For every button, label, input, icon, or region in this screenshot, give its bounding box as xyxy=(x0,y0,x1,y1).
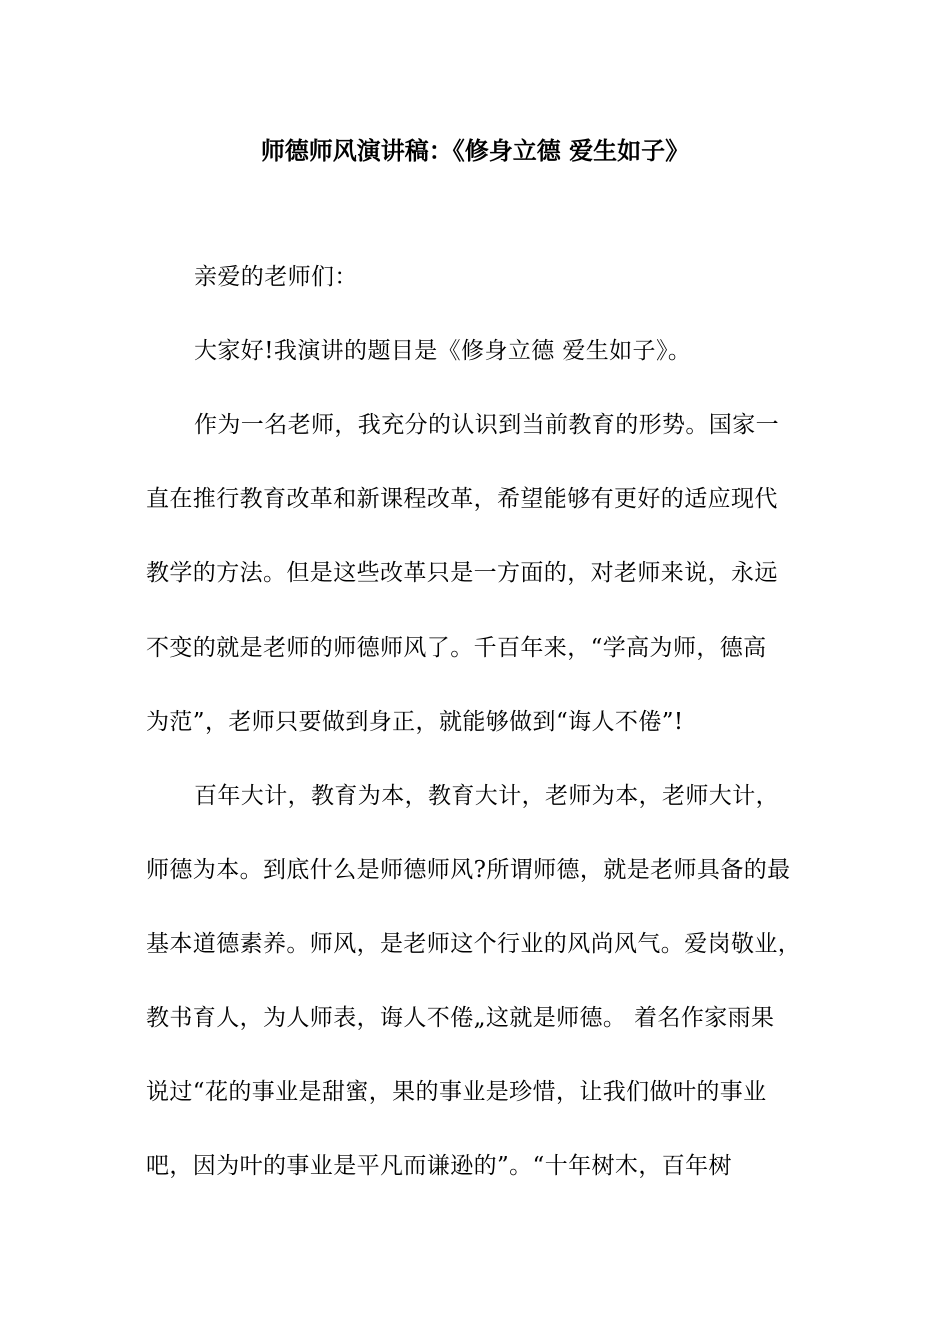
paragraph-line: 师德为本。到底什么是师德师风?所谓师德，就是老师具备的最 xyxy=(146,857,791,883)
paragraph-line: 作为一名老师，我充分的认识到当前教育的形势。国家一 xyxy=(194,412,779,438)
paragraph-line: 不变的就是老师的师德师风了。千百年来，“学高为师，德高 xyxy=(146,635,767,661)
paragraph-line: 直在推行教育改革和新课程改革，希望能够有更好的适应现代 xyxy=(146,486,778,512)
paragraph-line: 教学的方法。但是这些改革只是一方面的，对老师来说，永远 xyxy=(146,560,778,586)
paragraph-line: 吧，因为叶的事业是平凡而谦逊的”。“十年树木，百年树 xyxy=(146,1153,732,1179)
paragraph-line: 教书育人，为人师表，诲人不倦„这就是师德。 着名作家雨果 xyxy=(146,1005,775,1031)
paragraph-line: 百年大计，教育为本，教育大计，老师为本，老师大计， xyxy=(194,783,779,809)
paragraph-line: 为范”，老师只要做到身正，就能够做到“诲人不倦”! xyxy=(146,709,684,735)
document-title: 师德师风演讲稿：《修身立德 爱生如子》 xyxy=(260,136,690,165)
paragraph-line: 基本道德素养。师风，是老师这个行业的风尚风气。爱岗敬业， xyxy=(146,931,802,957)
paragraph-line: 大家好!我演讲的题目是《修身立德 爱生如子》。 xyxy=(194,338,692,364)
paragraph-line: 亲爱的老师们： xyxy=(194,264,358,290)
paragraph-line: 说过“花的事业是甜蜜，果的事业是珍惜，让我们做叶的事业 xyxy=(146,1079,767,1105)
